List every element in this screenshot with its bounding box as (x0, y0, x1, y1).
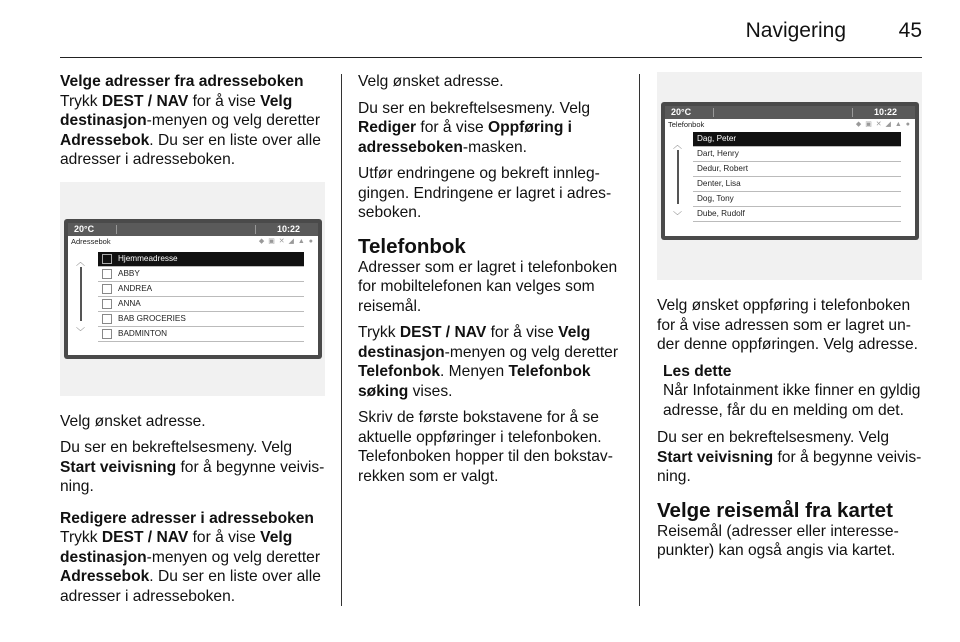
text: Trykk (60, 92, 102, 110)
page-header (60, 0, 922, 58)
separator (116, 225, 117, 234)
paragraph (60, 92, 325, 170)
page-title: Navigering (745, 19, 846, 42)
contact-icon (102, 329, 112, 339)
separator (852, 108, 853, 117)
note-text: Når Infotainment ikke finner en gyldig adresse, får du en melding om det. (663, 382, 921, 419)
phonebook-list (693, 132, 901, 222)
chevron-down-icon[interactable]: ﹀ (76, 327, 86, 337)
item-label: BADMINTON (118, 328, 167, 338)
text: -menyen og velg deretter (444, 343, 619, 361)
chevron-down-icon[interactable]: ﹀ (673, 210, 683, 221)
text: . Menyen (440, 363, 509, 380)
paragraph (358, 323, 626, 401)
column-divider (639, 74, 640, 606)
section-heading: Velge reisemål fra kartet (657, 498, 893, 522)
button-ref: DEST / NAV (101, 92, 189, 110)
clock: 10:22 (873, 107, 897, 117)
column-2 (358, 72, 626, 493)
section-heading: Redigere adresser i adresseboken (60, 509, 314, 527)
note-title: Les dette (663, 362, 732, 380)
text: Trykk (60, 529, 102, 546)
button-ref: DEST / NAV (101, 529, 189, 546)
list-item[interactable]: Dog, Tony (693, 192, 901, 207)
text: Du ser en bekreftelsesmeny. Velg (358, 99, 591, 117)
menu-ref: Start veivisning (657, 448, 774, 466)
paragraph: Utfør endringene og bekreft innleggingen. Endringene er lagret i adresseboken. (358, 165, 612, 221)
list-item[interactable] (98, 267, 304, 282)
home-icon (102, 254, 112, 264)
item-label: BAB GROCERIES (118, 313, 186, 323)
screen-header (68, 236, 318, 247)
paragraph: Velg ønsket adresse. (358, 73, 504, 90)
menu-ref: Adressebok (60, 131, 150, 149)
menu-ref: Rediger (358, 119, 417, 136)
menu-ref: Velg destinasjon (60, 529, 293, 566)
status-bar (665, 106, 915, 119)
contact-icon (102, 299, 112, 309)
text: Du ser en bekreftelsesmeny. Velg (60, 439, 293, 456)
list-item[interactable] (98, 252, 304, 267)
button-ref: DEST / NAV (399, 324, 487, 341)
paragraph (358, 99, 626, 158)
list-item[interactable] (98, 297, 304, 312)
display-screen (661, 102, 919, 240)
text: Du ser en bekreftelsesmeny. Velg (657, 429, 890, 446)
item-label: ABBY (118, 268, 140, 278)
column-1 (60, 72, 325, 613)
paragraph (60, 438, 325, 497)
menu-ref: Oppføring i adresseboken (358, 119, 573, 156)
status-icons: ◆ ▣ ✕ ◢ ▲ ● (855, 121, 911, 128)
text: for å vise (188, 529, 261, 546)
item-label: Hjemmeadresse (118, 253, 178, 263)
separator (255, 225, 256, 234)
scroll-track (80, 267, 82, 321)
list-item[interactable] (98, 327, 304, 342)
note-box (657, 362, 922, 421)
text: -masken. (462, 138, 528, 156)
text: . Du ser en liste over alle adresser i adresseboken. (60, 568, 321, 605)
poi-icon (102, 314, 112, 324)
text: for å begynne veivisning. (657, 448, 922, 485)
screen-title: Adressebok (71, 236, 111, 246)
text: for å vise (486, 324, 559, 341)
chevron-up-icon[interactable]: ︿ (76, 256, 86, 267)
list-item[interactable]: Denter, Lisa (693, 177, 901, 192)
list-item[interactable] (98, 312, 304, 327)
scrollbar[interactable] (671, 136, 685, 226)
menu-ref: Telefonbok (358, 363, 441, 380)
screenshot-figure (657, 72, 922, 280)
menu-ref: Velg destinasjon (358, 324, 591, 361)
separator (713, 108, 714, 117)
lead-paragraph: Adresser som er lagret i telefonboken for mobiltelefonen kan velges som reisemål. (358, 258, 618, 315)
column-3 (657, 72, 922, 568)
screen-header (665, 119, 915, 130)
section-heading: Velge adresser fra adresseboken (60, 73, 304, 90)
section-heading: Telefonbok (358, 234, 466, 258)
list-item[interactable]: Dart, Henry (693, 147, 901, 162)
status-bar (68, 223, 318, 236)
text: . Du ser en liste over alle adresser i adresseboken. (60, 131, 321, 168)
paragraph: Velg ønsket oppføring i telefonboken for å vise adressen som er lagret under denne oppføringen. Velg adresse. (657, 297, 918, 353)
text: Trykk (358, 324, 400, 341)
paragraph (60, 528, 325, 606)
item-label: ANDREA (118, 283, 153, 293)
status-icons: ◆ ▣ ✕ ◢ ▲ ● (258, 237, 314, 245)
text: -menyen og velg deretter (146, 112, 321, 129)
chevron-up-icon[interactable]: ︿ (673, 140, 683, 150)
scrollbar[interactable] (74, 253, 88, 343)
text: for å vise (416, 119, 488, 136)
address-list (98, 252, 304, 342)
temperature: 20°C (671, 107, 692, 117)
screenshot-figure (60, 182, 325, 396)
screen-title: Telefonbok (668, 120, 705, 129)
list-item[interactable] (98, 282, 304, 297)
paragraph (657, 428, 922, 487)
scroll-track (677, 150, 679, 204)
item-label: ANNA (118, 298, 141, 308)
paragraph: Velg ønsket adresse. (60, 412, 206, 430)
temperature: 20°C (74, 223, 95, 234)
column-divider (341, 74, 342, 606)
list-item[interactable]: Dube, Rudolf (693, 207, 901, 222)
paragraph: Skriv de første bokstavene for å se aktuelle oppføringer i telefonboken. Telefonboken hopper til den bokstavrekken som er valgt. (358, 409, 613, 485)
text: for å begynne veivisning. (60, 458, 325, 495)
page-number: 45 (898, 19, 922, 42)
menu-ref: Velg destinasjon (60, 92, 293, 129)
menu-ref: Adressebok (60, 568, 150, 585)
clock: 10:22 (276, 223, 300, 234)
text: for å vise (188, 92, 261, 110)
lead-paragraph: Reisemål (adresser eller interessepunkter) kan også angis via kartet. (657, 522, 899, 559)
list-item[interactable]: Dedur, Robert (693, 162, 901, 177)
list-item[interactable]: Dag, Peter (693, 132, 901, 147)
display-screen (64, 219, 322, 359)
menu-ref: Telefonbok søking (358, 363, 591, 400)
text: -menyen og velg deretter (146, 548, 321, 566)
menu-ref: Start veivisning (60, 458, 177, 476)
contact-icon (102, 284, 112, 294)
contact-icon (102, 269, 112, 279)
text: vises. (408, 382, 453, 400)
